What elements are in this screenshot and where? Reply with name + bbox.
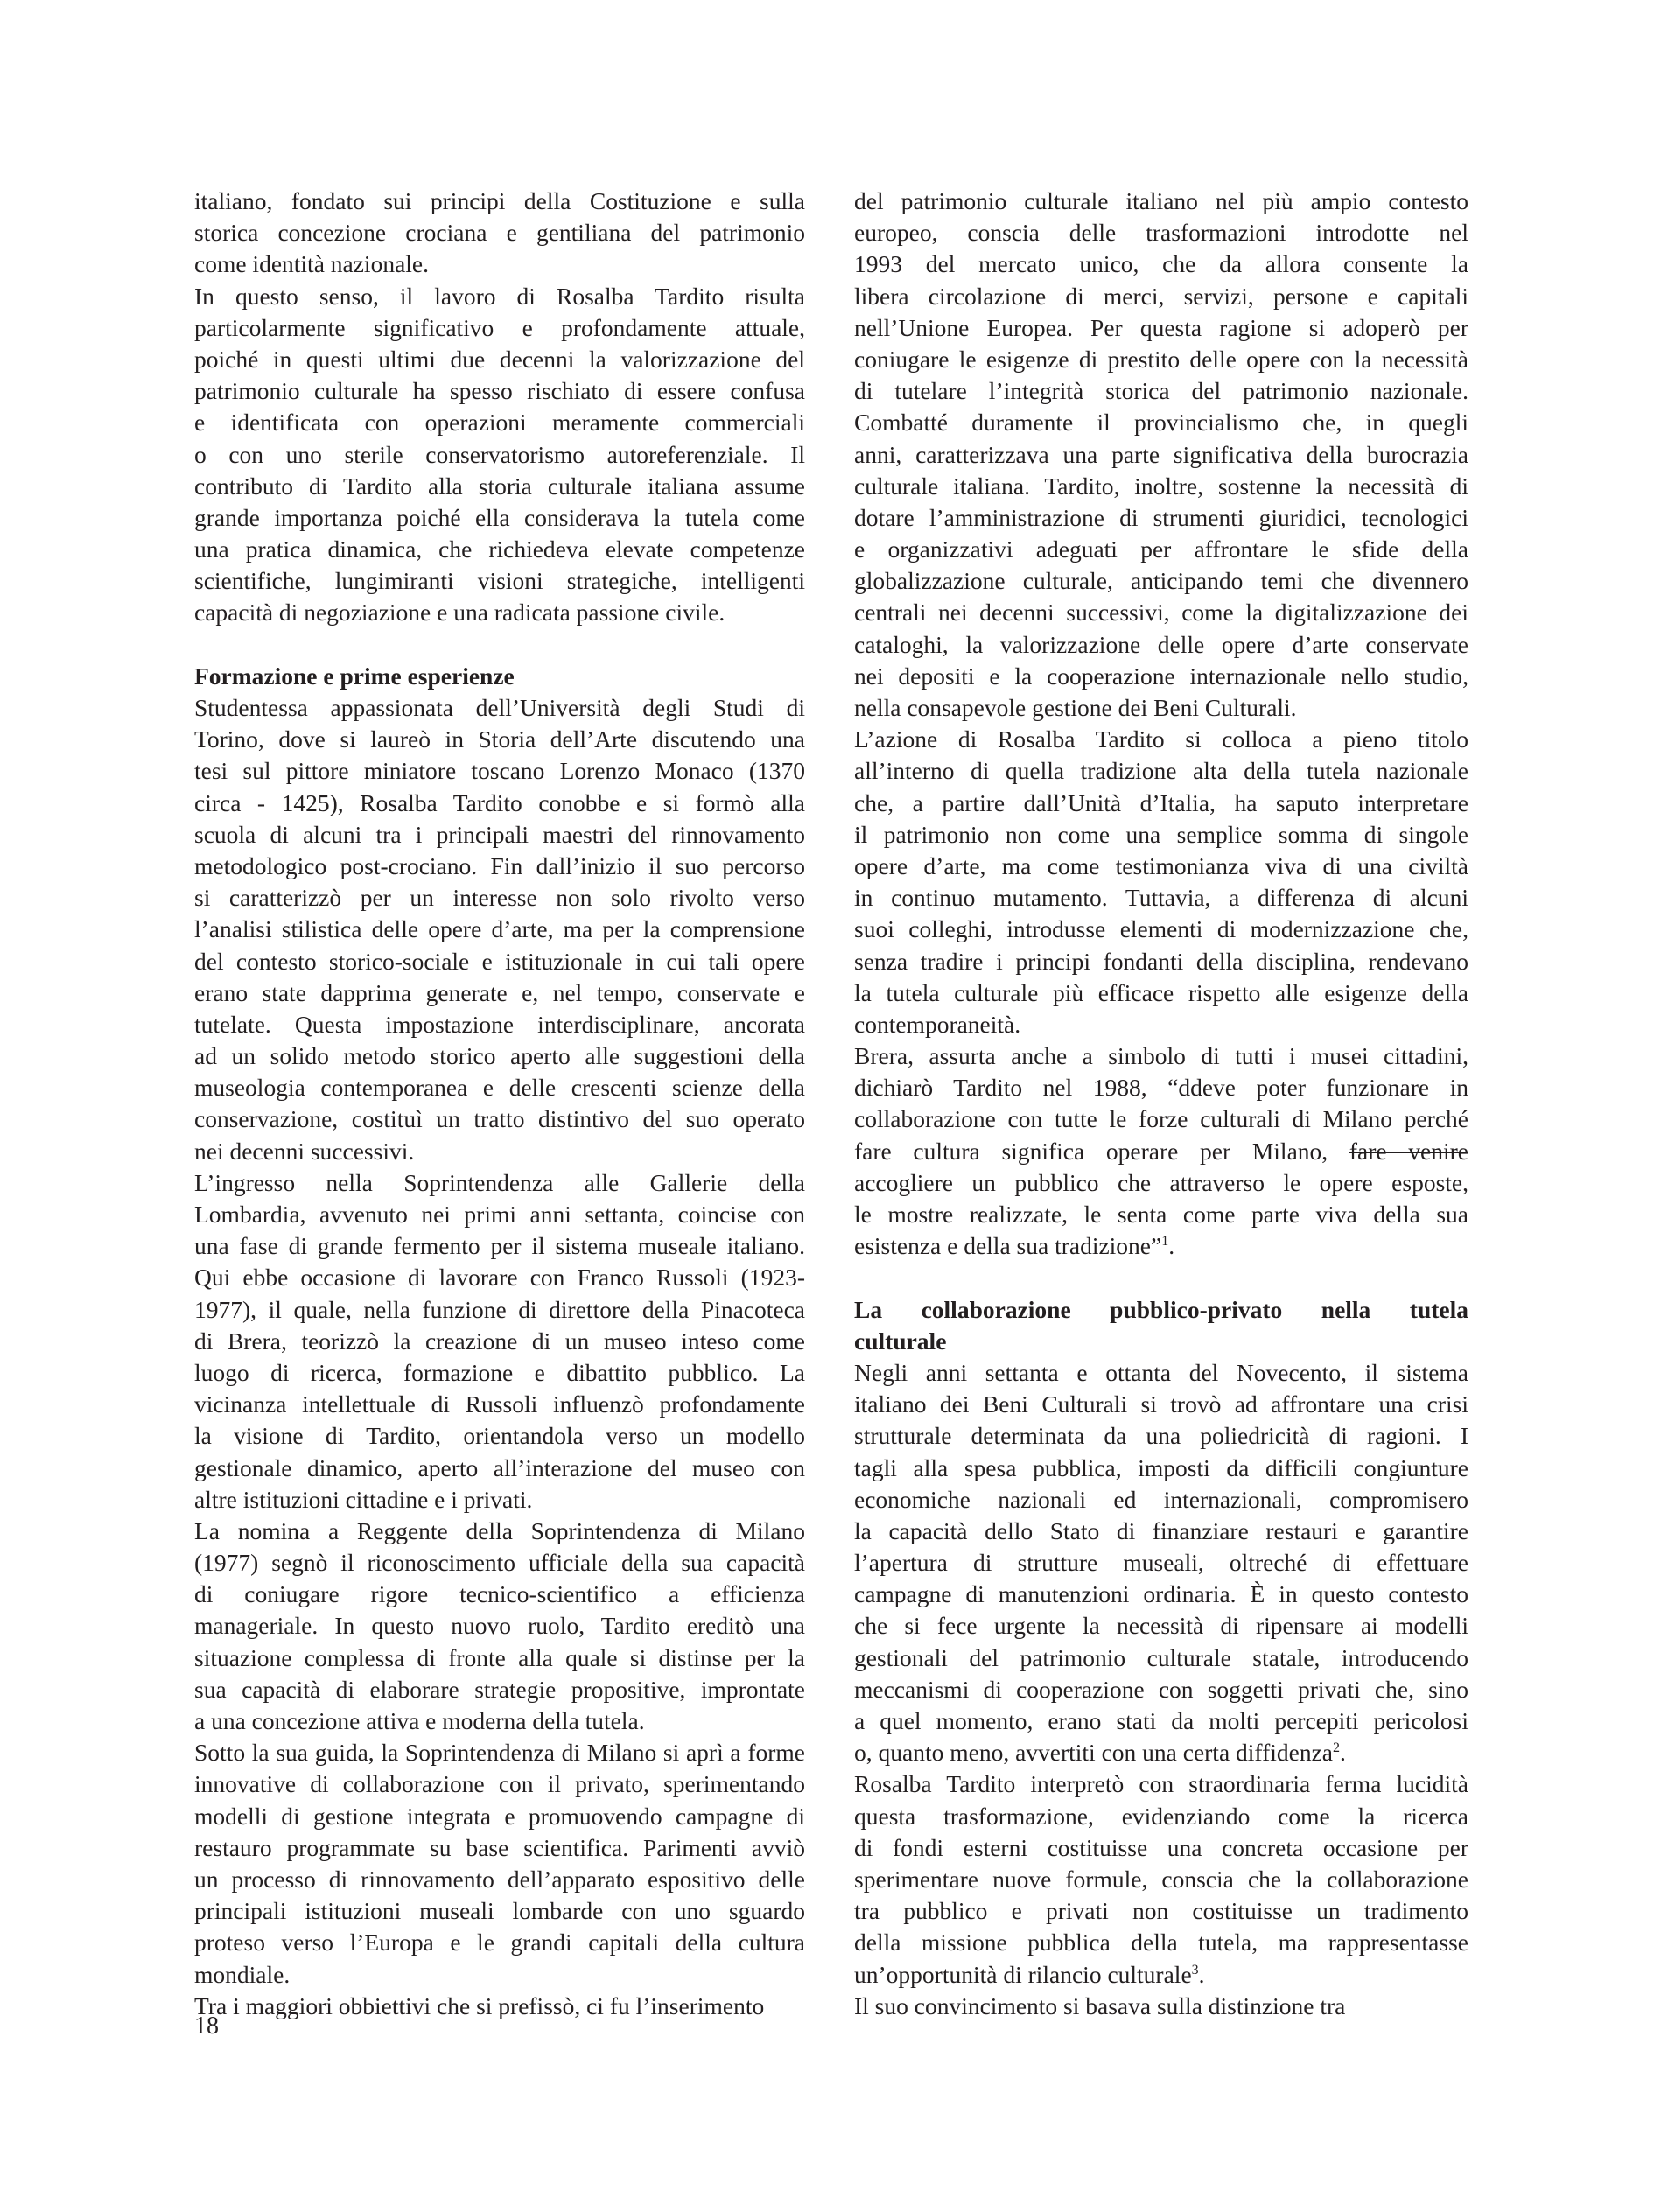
- paragraph: [854, 1991, 1468, 2022]
- text-line: e organizzativi adeguati per affrontare le sfide della: [854, 536, 1468, 564]
- text-line: tagli alla spesa pubblica, imposti da difficili congiunture: [854, 1453, 1468, 1481]
- text-line: Studentessa appassionata dell’Università degli Studi di: [194, 694, 805, 721]
- text-line: o, quanto meno, avvertiti con una certa diffidenza$^2$.: [854, 1739, 1346, 1767]
- paragraph: [194, 1516, 805, 1737]
- text-line: Negli anni settanta e ottanta del Novecento, il sistema: [854, 1358, 1468, 1386]
- text-line: Lombardia, avvenuto nei primi anni settanta, coincise con: [194, 1200, 805, 1228]
- text-line: economiche nazionali ed internazionali, compromisero: [854, 1485, 1468, 1513]
- text-line: la tutela culturale più efficace rispetto alle esigenze della: [854, 978, 1468, 1006]
- text-line: L’ingresso nella Soprintendenza alle Gallerie della: [194, 1168, 805, 1196]
- text-line: globalizzazione culturale, anticipando temi che divennero: [854, 567, 1468, 595]
- text-line: l’apertura di strutture museali, oltreché di effettuare: [854, 1549, 1468, 1577]
- heading-line: Formazione e prime esperienze: [194, 662, 515, 690]
- text-line: come identità nazionale.: [194, 250, 430, 278]
- text-line: l’analisi stilistica delle opere d’arte, ma per la comprensione: [194, 915, 805, 943]
- text-line: e identificata con operazioni meramente commerciali: [194, 409, 805, 437]
- right-column: [854, 186, 1468, 2022]
- text-line: nei depositi e la cooperazione internazionale nello studio,: [854, 662, 1468, 690]
- page-number: 18: [194, 2012, 219, 2040]
- heading-line: La collaborazione pubblico-privato nella tutela: [854, 1295, 1468, 1323]
- text-line: modelli di gestione integrata e promuovendo campagne di: [194, 1802, 805, 1830]
- text-line: grande importanza poiché ella considerava la tutela come: [194, 503, 805, 531]
- paragraph: [194, 692, 805, 1167]
- paragraph: [194, 1991, 805, 2022]
- paragraph: [194, 1737, 805, 1991]
- text-line: gestionali del patrimonio culturale statale, introducendo: [854, 1643, 1468, 1671]
- text-line: In questo senso, il lavoro di Rosalba Tardito risulta: [194, 282, 805, 310]
- text-line: si caratterizzò per un interesse non solo rivolto verso: [194, 884, 805, 912]
- text-line: poiché in questi ultimi due decenni la valorizzazione del: [194, 345, 805, 373]
- text-line: contributo di Tardito alla storia culturale italiana assume: [194, 472, 805, 500]
- text-line: dichiarò Tardito nel 1988, “ddeve poter funzionare in: [854, 1074, 1468, 1102]
- text-line: L’azione di Rosalba Tardito si colloca a pieno titolo: [854, 725, 1468, 753]
- text-line: senza tradire i principi fondanti della disciplina, rendevano: [854, 947, 1468, 975]
- text-line: collaborazione con tutte le forze culturali di Milano perché: [854, 1105, 1468, 1133]
- footnote-reference[interactable]: 3: [1191, 1962, 1199, 1978]
- text-line: (1977) segnò il riconoscimento ufficiale della sua capacità: [194, 1549, 805, 1577]
- footnote-reference[interactable]: 1: [1161, 1234, 1169, 1250]
- text-line: di tutelare l’integrità storica del patrimonio nazionale.: [854, 377, 1468, 405]
- text-line: del patrimonio culturale italiano nel più ampio contesto: [854, 187, 1468, 214]
- text-line: luogo di ricerca, formazione e dibattito pubblico. La: [194, 1358, 805, 1386]
- text-line: all’interno di quella tradizione alta della tutela nazionale: [854, 757, 1468, 785]
- text-line: di fondi esterni costituisse una concreta occasione per: [854, 1833, 1468, 1861]
- text-line: storica concezione crociana e gentiliana del patrimonio: [194, 219, 805, 247]
- text-line: dotare l’amministrazione di strumenti giuridici, tecnologici: [854, 503, 1468, 531]
- text-line: la visione di Tardito, orientandola verso un modello: [194, 1422, 805, 1450]
- text-line: Brera, assurta anche a simbolo di tutti i musei cittadini,: [854, 1042, 1468, 1070]
- text-line: erano state dapprima generate e, nel tempo, conservate e: [194, 978, 805, 1006]
- paragraph: [854, 186, 1468, 724]
- text-line: o con uno sterile conservatorismo autoreferenziale. Il: [194, 440, 805, 468]
- text-line: sperimentare nuove formule, conscia che la collaborazione: [854, 1865, 1468, 1893]
- text-line: del contesto storico-sociale e istituzionale in cui tali opere: [194, 947, 805, 975]
- text-line: innovative di collaborazione con il privato, sperimentando: [194, 1770, 805, 1798]
- text-line: La nomina a Reggente della Soprintendenza di Milano: [194, 1516, 805, 1544]
- text-line: un processo di rinnovamento dell’apparato espositivo delle: [194, 1865, 805, 1893]
- text-line: il patrimonio non come una semplice somma di singole: [854, 820, 1468, 848]
- text-line: un’opportunità di rilancio culturale$^3$.: [854, 1960, 1205, 1988]
- text-line: 1993 del mercato unico, che da allora consente la: [854, 250, 1468, 278]
- paragraph: [854, 724, 1468, 1040]
- paragraph: [194, 1167, 805, 1516]
- text-line: contemporaneità.: [854, 1010, 1021, 1038]
- text-line: patrimonio culturale ha spesso rischiato di essere confusa: [194, 377, 805, 405]
- text-line: centrali nei decenni successivi, come la digitalizzazione dei: [854, 598, 1468, 626]
- text-line: europeo, conscia delle trasformazioni introdotte nel: [854, 219, 1468, 247]
- paragraph: [854, 1768, 1468, 1990]
- text-line: Combatté duramente il provincialismo che, in quegli: [854, 409, 1468, 437]
- text-line: una fase di grande fermento per il sistema museale italiano.: [194, 1232, 805, 1260]
- text-line: Rosalba Tardito interpretò con straordinaria ferma lucidità: [854, 1770, 1468, 1798]
- text-line: circa - 1425), Rosalba Tardito conobbe e si formò alla: [194, 788, 805, 816]
- blank-line: [194, 629, 805, 661]
- text-line: mondiale.: [194, 1960, 291, 1988]
- heading-line: culturale: [854, 1326, 947, 1354]
- text-line: a quel momento, erano stati da molti percepiti pericolosi: [854, 1707, 1468, 1734]
- paragraph: [194, 281, 805, 629]
- text-line: museologia contemporanea e delle crescenti scienze della: [194, 1074, 805, 1102]
- text-line: opere d’arte, ma come testimonianza viva di una civiltà: [854, 851, 1468, 879]
- left-column: [194, 186, 805, 2022]
- text-line: strutturale determinata da una poliedricità di ragioni. I: [854, 1422, 1468, 1450]
- text-line: coniugare le esigenze di prestito delle opere con la necessità: [854, 345, 1468, 373]
- text-line: scuola di alcuni tra i principali maestri del rinnovamento: [194, 820, 805, 848]
- text-line: vicinanza intellettuale di Russoli influenzò profondamente: [194, 1390, 805, 1418]
- struck-text: fare venire: [1349, 1137, 1468, 1165]
- text-line: ad un solido metodo storico aperto alle suggestioni della: [194, 1042, 805, 1070]
- text-line: esistenza e della sua tradizione”$^1$.: [854, 1232, 1175, 1260]
- footnote-reference[interactable]: 2: [1333, 1740, 1340, 1756]
- text-line: meccanismi di cooperazione con soggetti privati che, sino: [854, 1675, 1468, 1703]
- text-line: questa trasformazione, evidenziando come la ricerca: [854, 1802, 1468, 1830]
- text-line: Il suo convincimento si basava sulla distinzione tra: [854, 1992, 1346, 2020]
- text-line: Torino, dove si laureò in Storia dell’Arte discutendo una: [194, 725, 805, 753]
- text-line: italiano, fondato sui principi della Costituzione e sulla: [194, 187, 805, 214]
- text-line: sua capacità di elaborare strategie propositive, improntate: [194, 1675, 805, 1703]
- text-line: della missione pubblica della tutela, ma rappresentasse: [854, 1928, 1468, 1956]
- text-line: la capacità dello Stato di finanziare restauri e garantire: [854, 1516, 1468, 1544]
- text-line: italiano dei Beni Culturali si trovò ad affrontare una crisi: [854, 1390, 1468, 1418]
- text-line: di Brera, teorizzò la creazione di un museo inteso come: [194, 1326, 805, 1354]
- section-heading: [194, 661, 805, 692]
- text-line: scientifiche, lungimiranti visioni strategiche, intelligenti: [194, 567, 805, 595]
- paragraph: [854, 1040, 1468, 1262]
- text-line: campagne di manutenzioni ordinaria. È in questo contesto: [854, 1580, 1468, 1608]
- text-line: cataloghi, la valorizzazione delle opere d’arte conservate: [854, 630, 1468, 658]
- text-line: particolarmente significativo e profondamente attuale,: [194, 313, 805, 341]
- text-line: una pratica dinamica, che richiedeva elevate competenze: [194, 536, 805, 564]
- paragraph: [194, 186, 805, 281]
- text-line: tutelate. Questa impostazione interdisciplinare, ancorata: [194, 1010, 805, 1038]
- text-line: tesi sul pittore miniatore toscano Lorenzo Monaco (1370: [194, 757, 805, 785]
- text-line: capacità di negoziazione e una radicata passione civile.: [194, 598, 725, 626]
- section-heading: [854, 1294, 1468, 1357]
- text-line: culturale italiana. Tardito, inoltre, sostenne la necessità di: [854, 472, 1468, 500]
- text-line: anni, caratterizzava una parte significativa della burocrazia: [854, 440, 1468, 468]
- text-line: libera circolazione di merci, servizi, persone e capitali: [854, 282, 1468, 310]
- text-line: suoi colleghi, introdusse elementi di modernizzazione che,: [854, 915, 1468, 943]
- text-line: fare cultura significa operare per Milano, fare venire: [854, 1137, 1468, 1165]
- text-line: le mostre realizzate, le senta come parte viva della sua: [854, 1200, 1468, 1228]
- text-line: nei decenni successivi.: [194, 1137, 415, 1165]
- text-line: che si fece urgente la necessità di ripensare ai modelli: [854, 1612, 1468, 1640]
- text-line: situazione complessa di fronte alla quale si distinse per la: [194, 1643, 805, 1671]
- text-line: gestionale dinamico, aperto all’interazione del museo con: [194, 1453, 805, 1481]
- blank-line: [854, 1262, 1468, 1293]
- paragraph: [854, 1357, 1468, 1768]
- text-line: tra pubblico e privati non costituisse un tradimento: [854, 1897, 1468, 1925]
- text-line: Tra i maggiori obbiettivi che si prefissò, ci fu l’inserimento: [194, 1992, 765, 2020]
- text-line: di coniugare rigore tecnico-scientifico a efficienza: [194, 1580, 805, 1608]
- text-line: a una concezione attiva e moderna della tutela.: [194, 1707, 645, 1734]
- text-line: in continuo mutamento. Tuttavia, a differenza di alcuni: [854, 884, 1468, 912]
- text-line: Qui ebbe occasione di lavorare con Franco Russoli (1923-: [194, 1264, 805, 1292]
- text-line: che, a partire dall’Unità d’Italia, ha saputo interpretare: [854, 788, 1468, 816]
- text-line: nella consapevole gestione dei Beni Culturali.: [854, 694, 1297, 721]
- text-line: conservazione, costituì un tratto distintivo del suo operato: [194, 1105, 805, 1133]
- text-line: principali istituzioni museali lombarde con uno sguardo: [194, 1897, 805, 1925]
- text-line: 1977), il quale, nella funzione di direttore della Pinacoteca: [194, 1295, 805, 1323]
- text-line: accogliere un pubblico che attraverso le opere esposte,: [854, 1168, 1468, 1196]
- text-line: nell’Unione Europea. Per questa ragione si adoperò per: [854, 313, 1468, 341]
- text-line: restauro programmate su base scientifica. Parimenti avviò: [194, 1833, 805, 1861]
- text-line: altre istituzioni cittadine e i privati.: [194, 1485, 533, 1513]
- text-line: manageriale. In questo nuovo ruolo, Tardito ereditò una: [194, 1612, 805, 1640]
- text-line: Sotto la sua guida, la Soprintendenza di Milano si aprì a forme: [194, 1739, 805, 1767]
- text-line: proteso verso l’Europa e le grandi capitali della cultura: [194, 1928, 805, 1956]
- text-line: metodologico post-crociano. Fin dall’inizio il suo percorso: [194, 851, 805, 879]
